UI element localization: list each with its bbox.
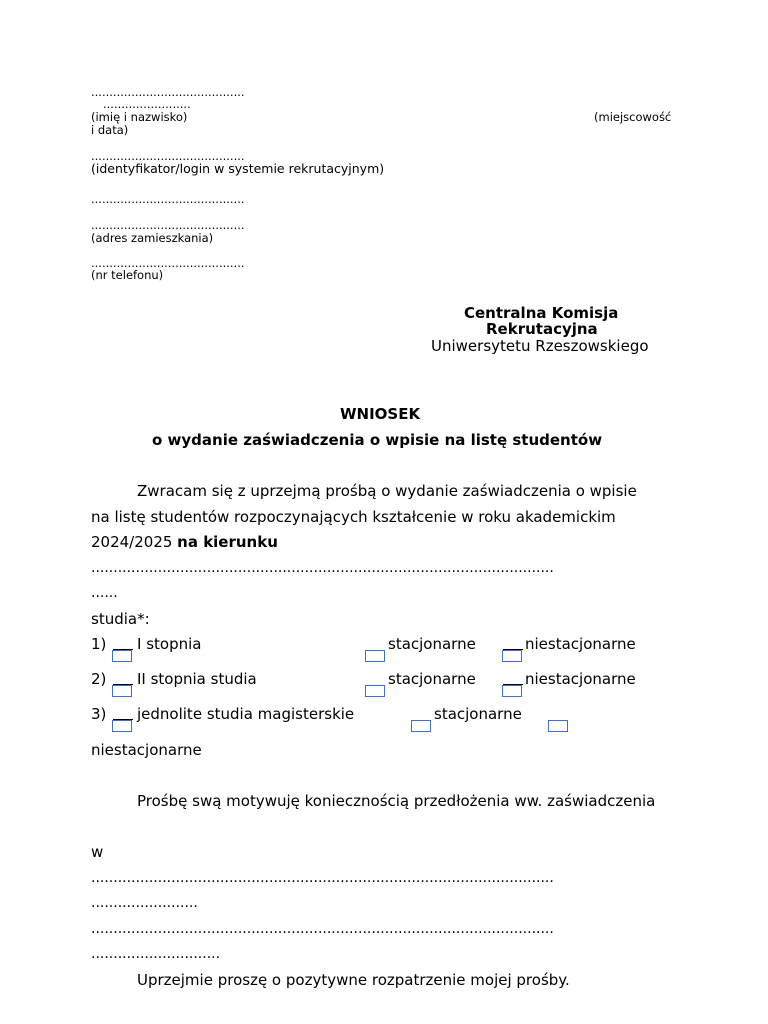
option-2-number: 2) — [91, 670, 107, 688]
option-2-degree-checkbox[interactable] — [112, 685, 132, 697]
request-line-1: Zwracam się z uprzejmą prośbą o wydanie zaświadczenia o wpisie — [137, 482, 637, 500]
academic-year: 2024/2025 — [91, 533, 178, 551]
field-of-study-dots-1: ........................................................................................................ — [91, 560, 554, 576]
place-date-label-cont: i data) — [91, 123, 129, 137]
address-label: (adres zamieszkania) — [91, 231, 214, 245]
name-dots-line-1: .......................................... — [91, 85, 245, 99]
option-3-parttime-checkbox[interactable] — [548, 720, 568, 732]
option-2-fulltime-label: stacjonarne — [388, 670, 476, 688]
motivation-dots-2: ........................ — [91, 895, 198, 911]
motivation-w: w — [91, 843, 104, 861]
field-of-study-dots-2: ...... — [91, 585, 118, 601]
option-3-degree-checkbox[interactable] — [112, 720, 132, 732]
name-label: (imię i nazwisko) — [91, 110, 188, 124]
request-line-3 — [91, 533, 278, 551]
option-2-parttime-checkbox[interactable] — [502, 685, 522, 697]
recipient-line-1: Centralna Komisja — [464, 304, 619, 322]
field-of-study-label: na kierunku — [177, 533, 278, 551]
option-3-fulltime-checkbox[interactable] — [411, 720, 431, 732]
document-subtitle: o wydanie zaświadczenia o wpisie na listę studentów — [152, 431, 603, 449]
recipient-line-3: Uniwersytetu Rzeszowskiego — [431, 337, 649, 355]
motivation-line: Prośbę swą motywuję koniecznością przedłożenia ww. zaświadczenia — [137, 792, 656, 810]
place-date-label: (miejscowość — [594, 110, 672, 124]
closing-sentence: Uprzejmie proszę o pozytywne rozpatrzenie mojej prośby. — [137, 971, 570, 989]
address-dots-line-2: .......................................... — [91, 218, 245, 232]
request-line-2: na listę studentów rozpoczynających kształcenie w roku akademickim — [91, 508, 616, 526]
option-1-parttime-checkbox[interactable] — [502, 650, 522, 662]
id-dots-line: .......................................... — [91, 149, 245, 163]
document-title: WNIOSEK — [340, 405, 421, 423]
option-1-degree-checkbox[interactable] — [112, 650, 132, 662]
option-2-fulltime-checkbox[interactable] — [365, 685, 385, 697]
phone-label: (nr telefonu) — [91, 268, 164, 282]
id-label: (identyfikator/login w systemie rekrutacyjnym) — [91, 161, 385, 176]
motivation-dots-4: ............................. — [91, 946, 221, 962]
studies-label: studia*: — [91, 610, 150, 628]
name-dots-line-2: ........................ — [103, 97, 191, 111]
option-1-label: I stopnia — [137, 635, 202, 653]
option-3-parttime-label: niestacjonarne — [91, 741, 202, 759]
option-1-number: 1) — [91, 635, 107, 653]
option-3-number: 3) — [91, 705, 107, 723]
option-1-parttime-label: niestacjonarne — [525, 635, 636, 653]
address-dots-line-1: .......................................... — [91, 192, 245, 206]
motivation-dots-3: ........................................................................................................ — [91, 921, 554, 937]
option-2-parttime-label: niestacjonarne — [525, 670, 636, 688]
phone-dots-line: .......................................... — [91, 256, 245, 270]
option-3-fulltime-label: stacjonarne — [434, 705, 522, 723]
option-1-fulltime-checkbox[interactable] — [365, 650, 385, 662]
recipient-line-2: Rekrutacyjna — [486, 320, 598, 338]
option-1-fulltime-label: stacjonarne — [388, 635, 476, 653]
option-3-label: jednolite studia magisterskie — [137, 705, 355, 723]
option-2-label: II stopnia studia — [137, 670, 257, 688]
motivation-dots-1: ........................................................................................................ — [91, 870, 554, 886]
